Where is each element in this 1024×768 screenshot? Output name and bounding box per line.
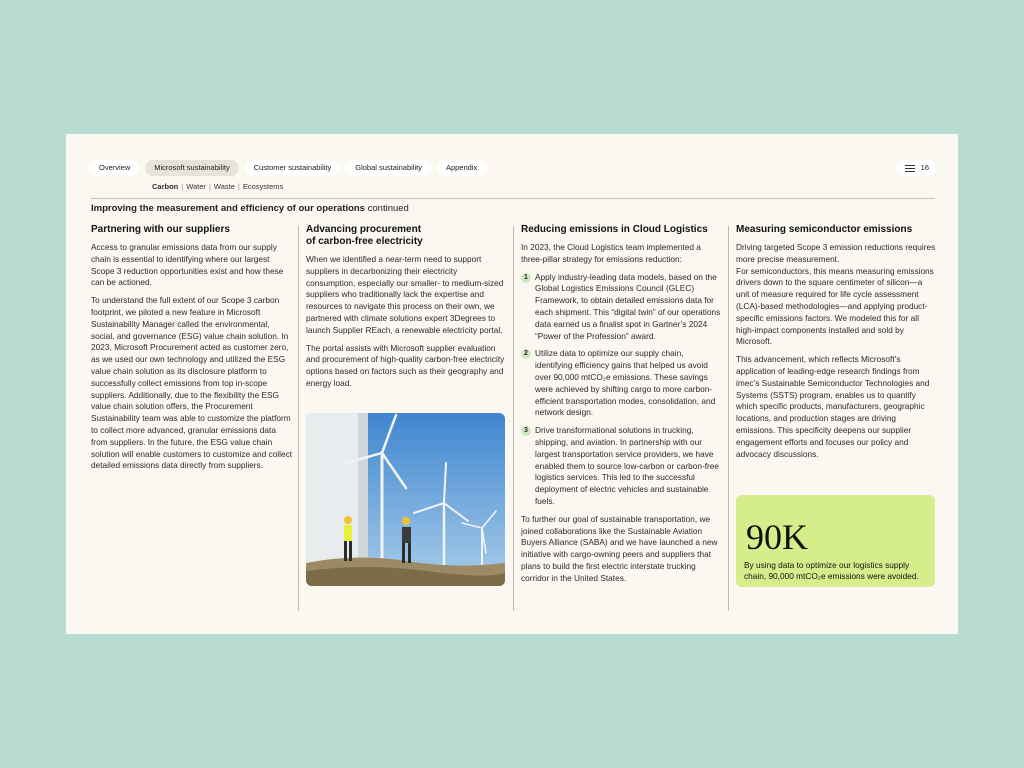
heading-logistics: Reducing emissions in Cloud Logistics	[521, 224, 708, 235]
tab-appendix[interactable]: Appendix	[437, 160, 486, 176]
heading-electricity: Advancing procurement of carbon-free electricity	[306, 224, 423, 247]
list-item-text: Apply industry-leading data models, based on the Global Logistics Emissions Council (GLEC) Framework, to obtain detailed emissions data for each shipment. This “digital twin” of our operations data earned us a finalist spot in Gartner’s 2024 “Power of the Profession” award.	[535, 271, 721, 341]
wind-turbines-photo	[306, 413, 505, 586]
subnav-ecosystems[interactable]: Ecosystems	[242, 182, 284, 191]
subnav-water[interactable]: Water	[186, 182, 206, 191]
tab-global-sustainability[interactable]: Global sustainability	[346, 160, 431, 176]
list-item	[521, 348, 721, 419]
page-menu-button[interactable]	[898, 160, 936, 176]
tab-overview[interactable]: Overview	[90, 160, 139, 176]
section-heading: Improving the measurement and efficiency of our operations	[91, 203, 365, 214]
paragraph: This advancement, which reflects Microsoft’s application of leading-edge research findings from imec’s Sustainable Semiconductor Technologies and Systems (SSTS) program, enables us to quantify which specific products, manufacturers, geographic locations, and production stages are driving emissions. This specificity deepens our supplier engagement efforts and focuses our policy and advocacy discussions.	[736, 354, 930, 459]
column-suppliers	[91, 224, 293, 478]
tab-customer-sustainability[interactable]: Customer sustainability	[245, 160, 341, 176]
menu-icon	[905, 165, 915, 172]
paragraph: Access to granular emissions data from our supply chain is essential to identifying where our largest Scope 3 reduction opportunities exist and how these can be actioned.	[91, 242, 284, 288]
section-suffix: continued	[367, 203, 409, 214]
heading-semiconductor: Measuring semiconductor emissions	[736, 224, 913, 235]
step-number: 1	[521, 273, 531, 283]
heading-suppliers: Partnering with our suppliers	[91, 224, 230, 235]
column-logistics	[521, 224, 721, 591]
stat-value: 90K	[746, 517, 808, 557]
step-number: 2	[521, 349, 531, 359]
paragraph: When we identified a near-term need to support suppliers in decarbonizing their electricity consumption, especially our smaller- to medium-sized suppliers who traditionally lack the expertise and resources to navigate this process on their own, we partnered with climate solutions expert 3Degrees to launch Supplier REach, a renewable electricity portal.	[306, 254, 504, 335]
list-item-text: Utilize data to optimize our supply chain, identifying efficiency gains that helped us avoid over 90,000 mtCO₂e emissions. These savings were achieved by shifting cargo to more carbon-efficient transportation modes, consolidation, and network design.	[535, 348, 716, 418]
list-item	[521, 272, 721, 343]
column-divider	[298, 226, 299, 611]
step-number: 3	[521, 426, 531, 436]
paragraph: To understand the full extent of our Scope 3 carbon footprint, we piloted a new feature in Microsoft Sustainability Manager called the environmental, social, and governance (ESG) value chain solution. In 2023, Microsoft Procurement acted as customer zero, as we used our own technology and utilized the ESG value chain solution as its disclosure platform to successfully collect emissions from top in-scope suppliers. Additionally, due to the flexibility the ESG value chain solution offers, the Procurement Sustainability team was able to customize the platform to collect more advanced, granular emissions data from suppliers. In the future, the ESG value chain solution will enable customers to customize and collect detailed emissions data directly from suppliers.	[91, 295, 293, 471]
column-semiconductor	[736, 224, 937, 466]
sub-nav: Carbon | Water | Waste | Ecosystems	[152, 182, 284, 191]
column-divider	[513, 226, 514, 611]
subnav-waste[interactable]: Waste	[213, 182, 235, 191]
section-divider	[91, 198, 935, 199]
paragraph: To further our goal of sustainable transportation, we joined collaborations like the Sustainable Aviation Buyers Alliance (SABA) and we have launched a new initiative with cargo-owning peers and suppliers that plans to build the first electric interstate trucking corridor in the United States.	[521, 513, 718, 583]
stat-callout	[736, 495, 935, 587]
paragraph: In 2023, the Cloud Logistics team implemented a three-pillar strategy for emissions reduction:	[521, 242, 701, 264]
paragraph: The portal assists with Microsoft supplier evaluation and procurement of high-quality carbon-free electricity options based on factors such as their geography and energy load.	[306, 342, 505, 388]
section-title	[91, 203, 409, 214]
column-divider	[728, 226, 729, 611]
column-electricity	[306, 224, 506, 396]
list-item	[521, 425, 721, 508]
top-nav	[90, 160, 486, 176]
page-number: 16	[920, 163, 929, 172]
report-page	[66, 134, 958, 634]
stat-caption: By using data to optimize our logistics supply chain, 90,000 mtCO₂e emissions were avoided.	[744, 560, 919, 581]
subnav-carbon[interactable]: Carbon	[152, 182, 179, 191]
paragraph: Driving targeted Scope 3 emission reductions requires more precise measurement. For semiconductors, this means measuring emissions drivers down to the square centimeter of silicon—a unit of measure required for life cycle assessment (LCA)-based methodologies—and applying product-specific emissions factors. We modeled this for all high-impact components installed and sold by Microsoft.	[736, 242, 936, 347]
tab-microsoft-sustainability[interactable]: Microsoft sustainability	[145, 160, 238, 176]
list-item-text: Drive transformational solutions in trucking, shipping, and aviation. In partnership with our largest transportation service providers, we have enabled them to source low-carbon or carbon-free logistics services. This led to the successful deployment of electric vehicles and sustainable fuels.	[535, 425, 720, 506]
